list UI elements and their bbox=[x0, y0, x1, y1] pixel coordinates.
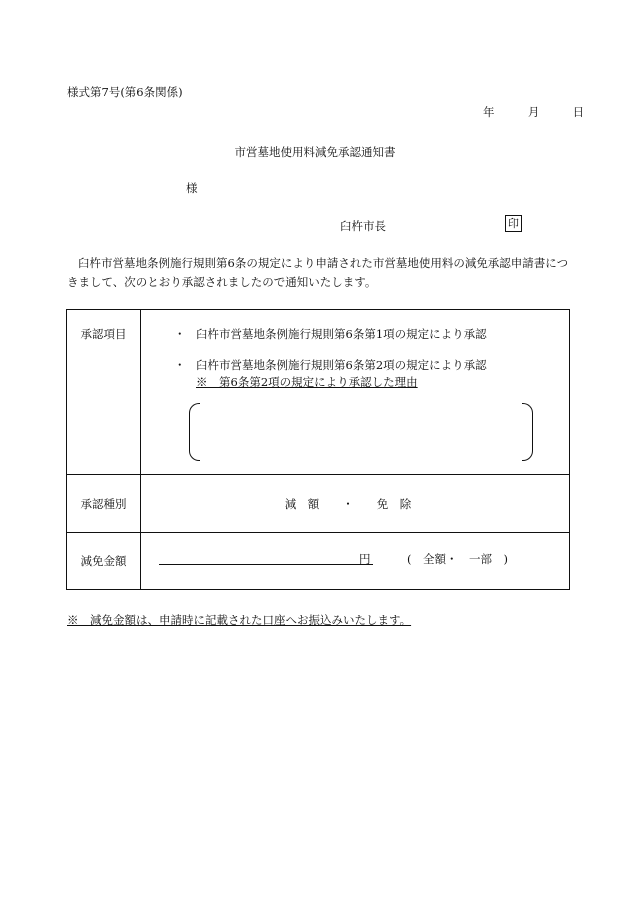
amount-blank-line bbox=[159, 551, 373, 565]
bullet-2: ・ bbox=[174, 358, 186, 372]
approval-items-label: 承認項目 bbox=[80, 327, 127, 341]
approval-items-label-cell bbox=[67, 310, 141, 475]
approval-items-content-cell bbox=[141, 310, 570, 475]
amount-label: 減免金額 bbox=[67, 533, 141, 590]
body-paragraph: 臼杵市営墓地条例施行規則第6条の規定により申請された市営墓地使用料の減免承認申請書につきまして、次のとおり承認されましたので通知いたします。 bbox=[67, 256, 569, 289]
date-month: 月 bbox=[527, 105, 540, 119]
date-line bbox=[483, 104, 584, 120]
row-approval-type bbox=[67, 475, 570, 533]
approval-table bbox=[66, 309, 570, 590]
sender-name: 臼杵市長 bbox=[340, 219, 386, 233]
row-approval-items bbox=[67, 310, 570, 475]
amount-content-cell bbox=[141, 533, 570, 590]
reason-bracket-right bbox=[522, 403, 533, 461]
amount-unit: 円 bbox=[359, 552, 371, 566]
bullet-1: ・ bbox=[174, 327, 186, 341]
seal-mark: 印 bbox=[505, 215, 522, 232]
reason-label: ※ 第6条第2項の規定により承認した理由 bbox=[196, 375, 418, 389]
amount-scope: ( 全額・ 一部 ) bbox=[407, 552, 508, 566]
reason-bracket-left bbox=[189, 403, 200, 461]
recipient-line: 様 bbox=[186, 181, 198, 195]
approval-item-1: 臼杵市営墓地条例施行規則第6条第1項の規定により承認 bbox=[196, 327, 487, 341]
footer-note: ※ 減免金額は、申請時に記載された口座へお振込みいたします。 bbox=[67, 613, 412, 627]
form-number: 様式第7号(第6条関係) bbox=[67, 85, 183, 99]
date-day: 日 bbox=[572, 105, 585, 119]
row-amount bbox=[67, 533, 570, 590]
document-title: 市営墓地使用料減免承認通知書 bbox=[234, 145, 396, 159]
approval-type-label: 承認種別 bbox=[67, 475, 141, 533]
approval-type-value: 減 額 ・ 免 除 bbox=[141, 475, 570, 533]
date-year: 年 bbox=[483, 105, 495, 119]
approval-item-2: 臼杵市営墓地条例施行規則第6条第2項の規定により承認 bbox=[196, 358, 487, 372]
